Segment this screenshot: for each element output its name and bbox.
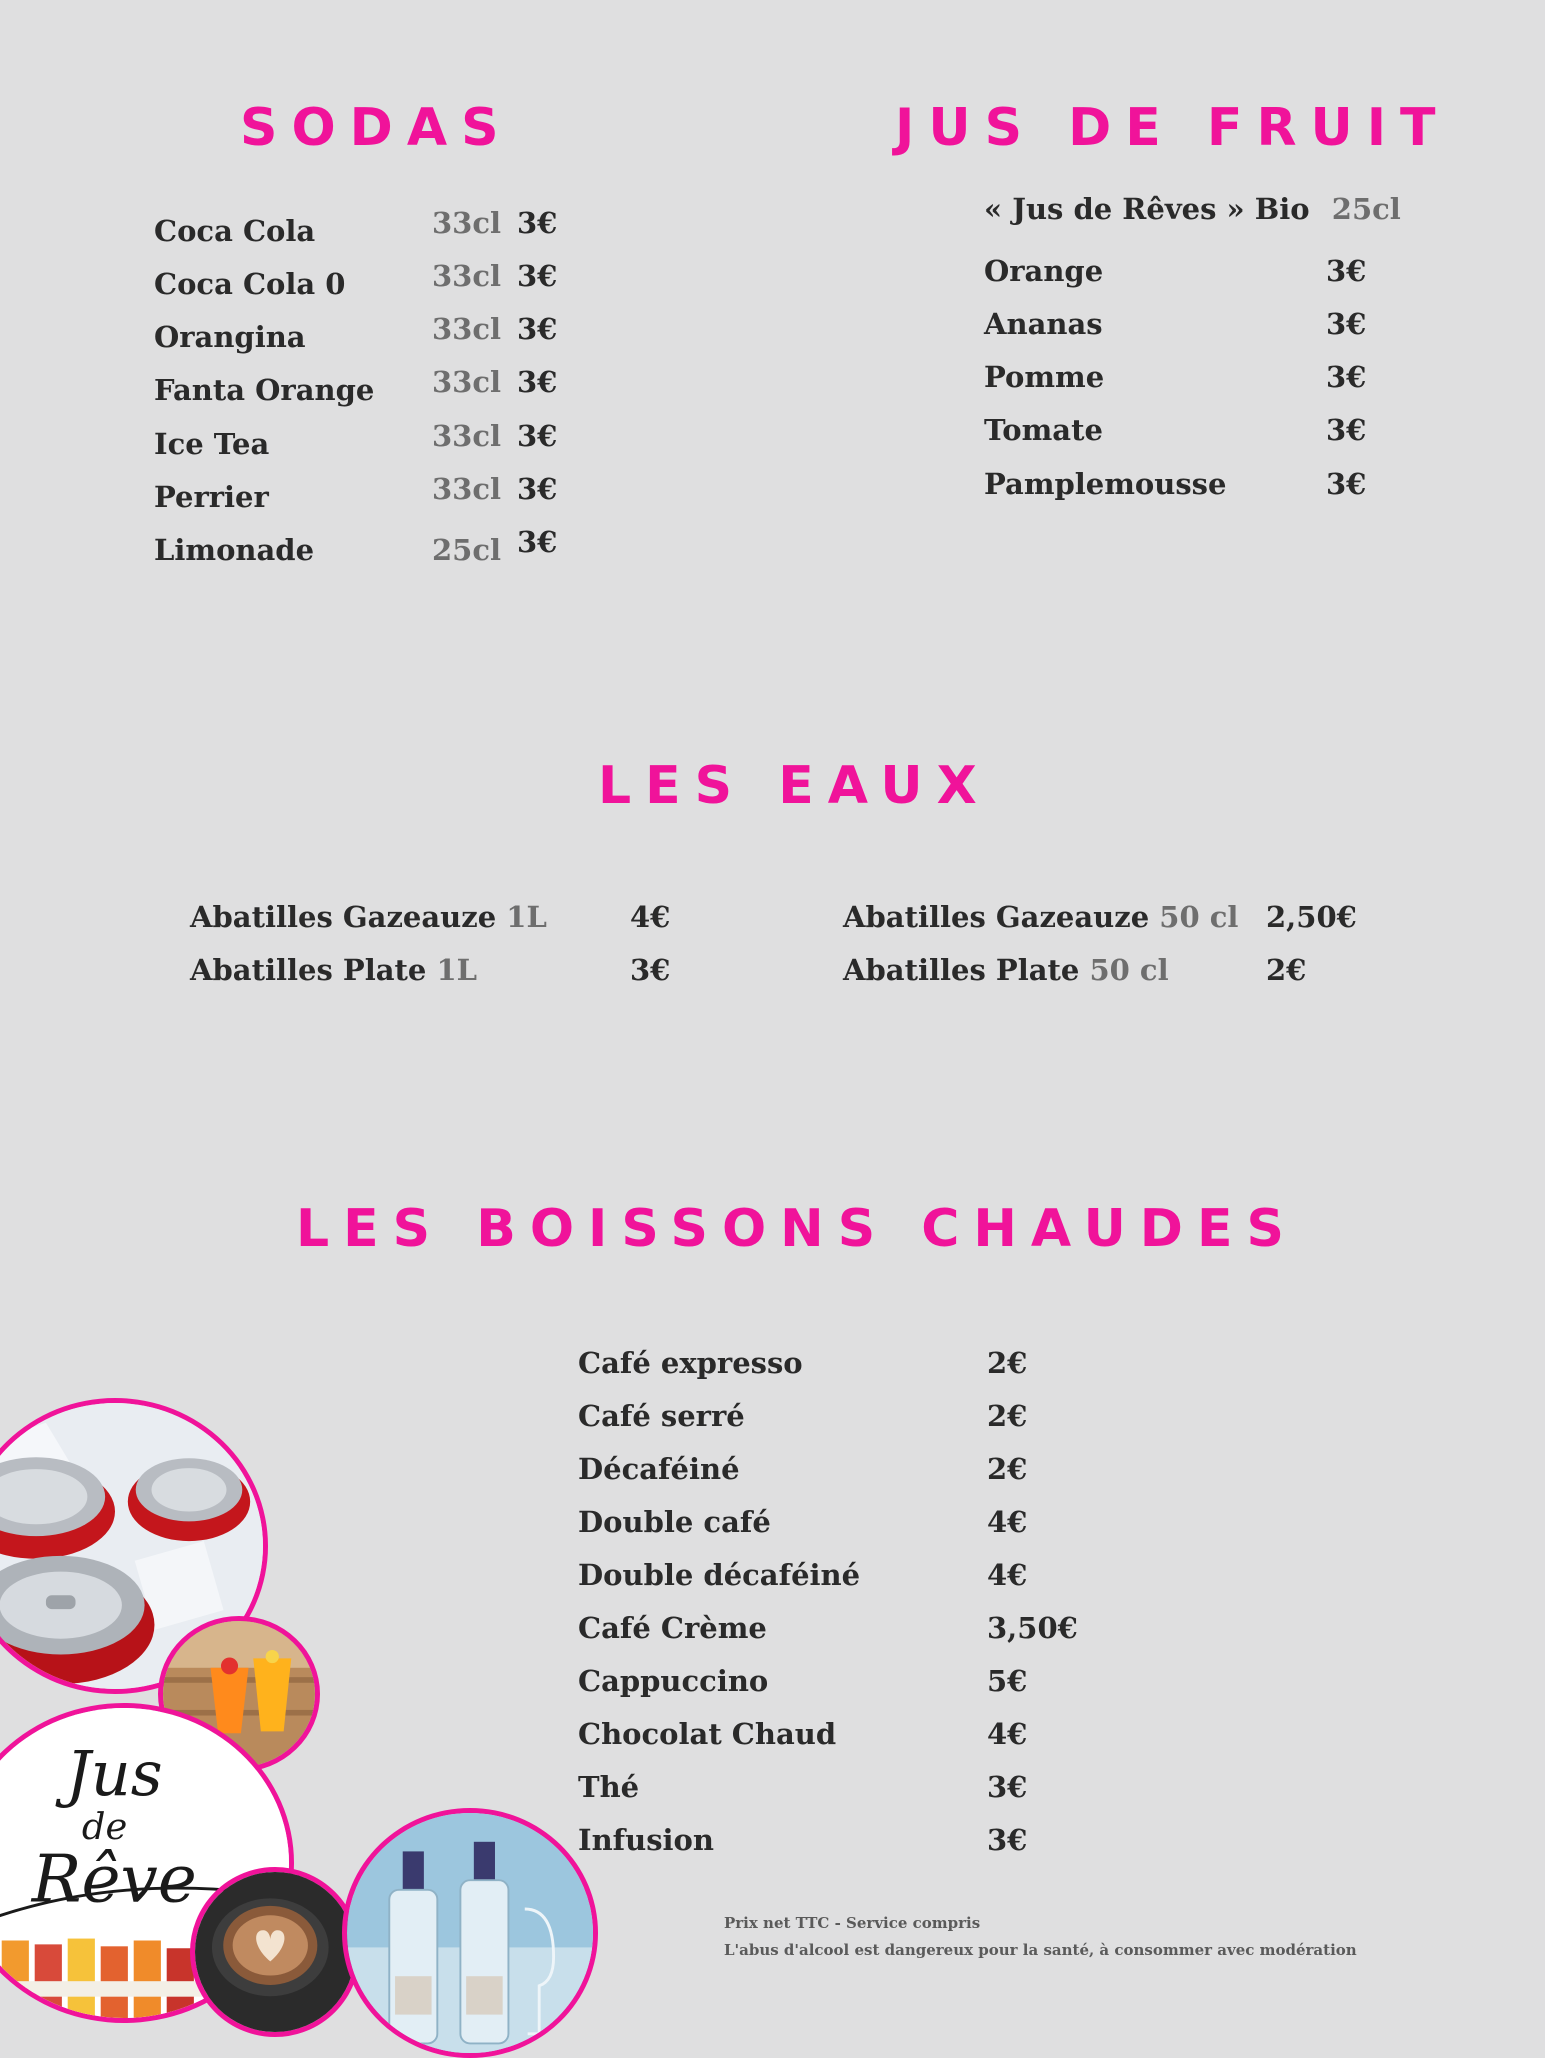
item-price: 4€: [987, 1505, 1028, 1539]
item-name: Perrier: [154, 480, 269, 514]
soda-row: [154, 214, 315, 248]
item-volume: 33cl: [432, 206, 502, 240]
item-price: 3€: [1326, 307, 1367, 341]
item-price: 3€: [517, 365, 558, 399]
item-name: Décaféiné: [578, 1452, 740, 1486]
item-name: Orangina: [154, 320, 306, 354]
hot-chocolate-photo: [190, 1867, 360, 2037]
item-volume: 33cl: [432, 419, 502, 453]
item-name: Cappuccino: [578, 1664, 769, 1698]
item-name: Abatilles Plate: [190, 953, 427, 987]
item-volume: 33cl: [432, 472, 502, 506]
item-name: Abatilles Plate: [843, 953, 1080, 987]
item-volume: 1L: [506, 900, 547, 934]
item-volume: 33cl: [432, 312, 502, 346]
item-price: 3€: [987, 1823, 1028, 1857]
eau-row: [190, 953, 477, 987]
item-name: Abatilles Gazeauze: [190, 900, 497, 934]
item-name: Double café: [578, 1505, 771, 1539]
item-name: Thé: [578, 1770, 640, 1804]
footer-alcohol-warning: L'abus d'alcool est dangereux pour la santé, à consommer avec modération: [724, 1941, 1357, 1959]
item-price: 4€: [987, 1717, 1028, 1751]
soda-row: [154, 320, 306, 354]
item-price: 3€: [517, 472, 558, 506]
item-volume: 25cl: [432, 533, 502, 567]
item-price: 3€: [1326, 360, 1367, 394]
item-volume: 50 cl: [1089, 953, 1169, 987]
item-price: 3€: [1326, 254, 1367, 288]
jus-volume: 25cl: [1331, 192, 1401, 226]
logo-line-reve: Rêve: [31, 1840, 197, 1918]
eau-row: [843, 900, 1238, 934]
item-price: 3€: [987, 1770, 1028, 1804]
jus-brand: « Jus de Rêves » Bio: [984, 192, 1310, 226]
eau-row: [190, 900, 547, 934]
item-price: 2€: [987, 1346, 1028, 1380]
item-name: Tomate: [984, 413, 1103, 447]
item-price: 3€: [517, 419, 558, 453]
soda-row: [154, 373, 374, 407]
item-name: Orange: [984, 254, 1104, 288]
sodas-title: SODAS: [240, 98, 513, 158]
logo-line-jus: Jus: [65, 1737, 163, 1811]
eau-row: [843, 953, 1169, 987]
jus-title: JUS DE FRUIT: [895, 98, 1450, 158]
item-name: Café expresso: [578, 1346, 803, 1380]
item-volume: 1L: [436, 953, 478, 987]
item-price: 3€: [517, 312, 558, 346]
item-price: 2,50€: [1266, 900, 1357, 934]
soda-row: [154, 533, 314, 567]
soda-row: [154, 480, 269, 514]
soda-row: [154, 427, 269, 461]
item-price: 3€: [630, 953, 671, 987]
jus-subtitle: [984, 192, 1401, 226]
chaudes-title: LES BOISSONS CHAUDES: [296, 1199, 1298, 1259]
item-name: Abatilles Gazeauze: [843, 900, 1150, 934]
item-name: Double décaféiné: [578, 1558, 861, 1592]
item-price: 2€: [987, 1452, 1028, 1486]
soda-row: [154, 267, 345, 301]
logo-line-de: de: [81, 1804, 128, 1848]
eaux-title: LES EAUX: [598, 756, 991, 816]
item-name: Ananas: [984, 307, 1103, 341]
item-price: 3€: [1326, 413, 1367, 447]
item-volume: 33cl: [432, 259, 502, 293]
item-price: 2€: [1266, 953, 1307, 987]
item-name: Café serré: [578, 1399, 745, 1433]
item-name: Pamplemousse: [984, 467, 1227, 501]
item-price: 3€: [1326, 467, 1367, 501]
footer-service-note: Prix net TTC - Service compris: [724, 1914, 981, 1932]
item-price: 3€: [517, 259, 558, 293]
item-name: Coca Cola: [154, 214, 316, 248]
item-name: Fanta Orange: [154, 373, 375, 407]
item-name: Limonade: [154, 533, 315, 567]
item-name: Infusion: [578, 1823, 714, 1857]
item-volume: 50 cl: [1159, 900, 1239, 934]
item-price: 3€: [517, 206, 558, 240]
water-bottles-photo: [342, 1808, 598, 2058]
item-name: Pomme: [984, 360, 1105, 394]
item-name: Café Crème: [578, 1611, 767, 1645]
item-price: 2€: [987, 1399, 1028, 1433]
item-price: 4€: [987, 1558, 1028, 1592]
item-price: 3,50€: [987, 1611, 1078, 1645]
item-volume: 33cl: [432, 365, 502, 399]
item-name: Ice Tea: [154, 427, 270, 461]
item-price: 4€: [630, 900, 671, 934]
item-name: Chocolat Chaud: [578, 1717, 837, 1751]
item-price: 5€: [987, 1664, 1028, 1698]
item-price: 3€: [517, 525, 558, 559]
item-name: Coca Cola 0: [154, 267, 346, 301]
